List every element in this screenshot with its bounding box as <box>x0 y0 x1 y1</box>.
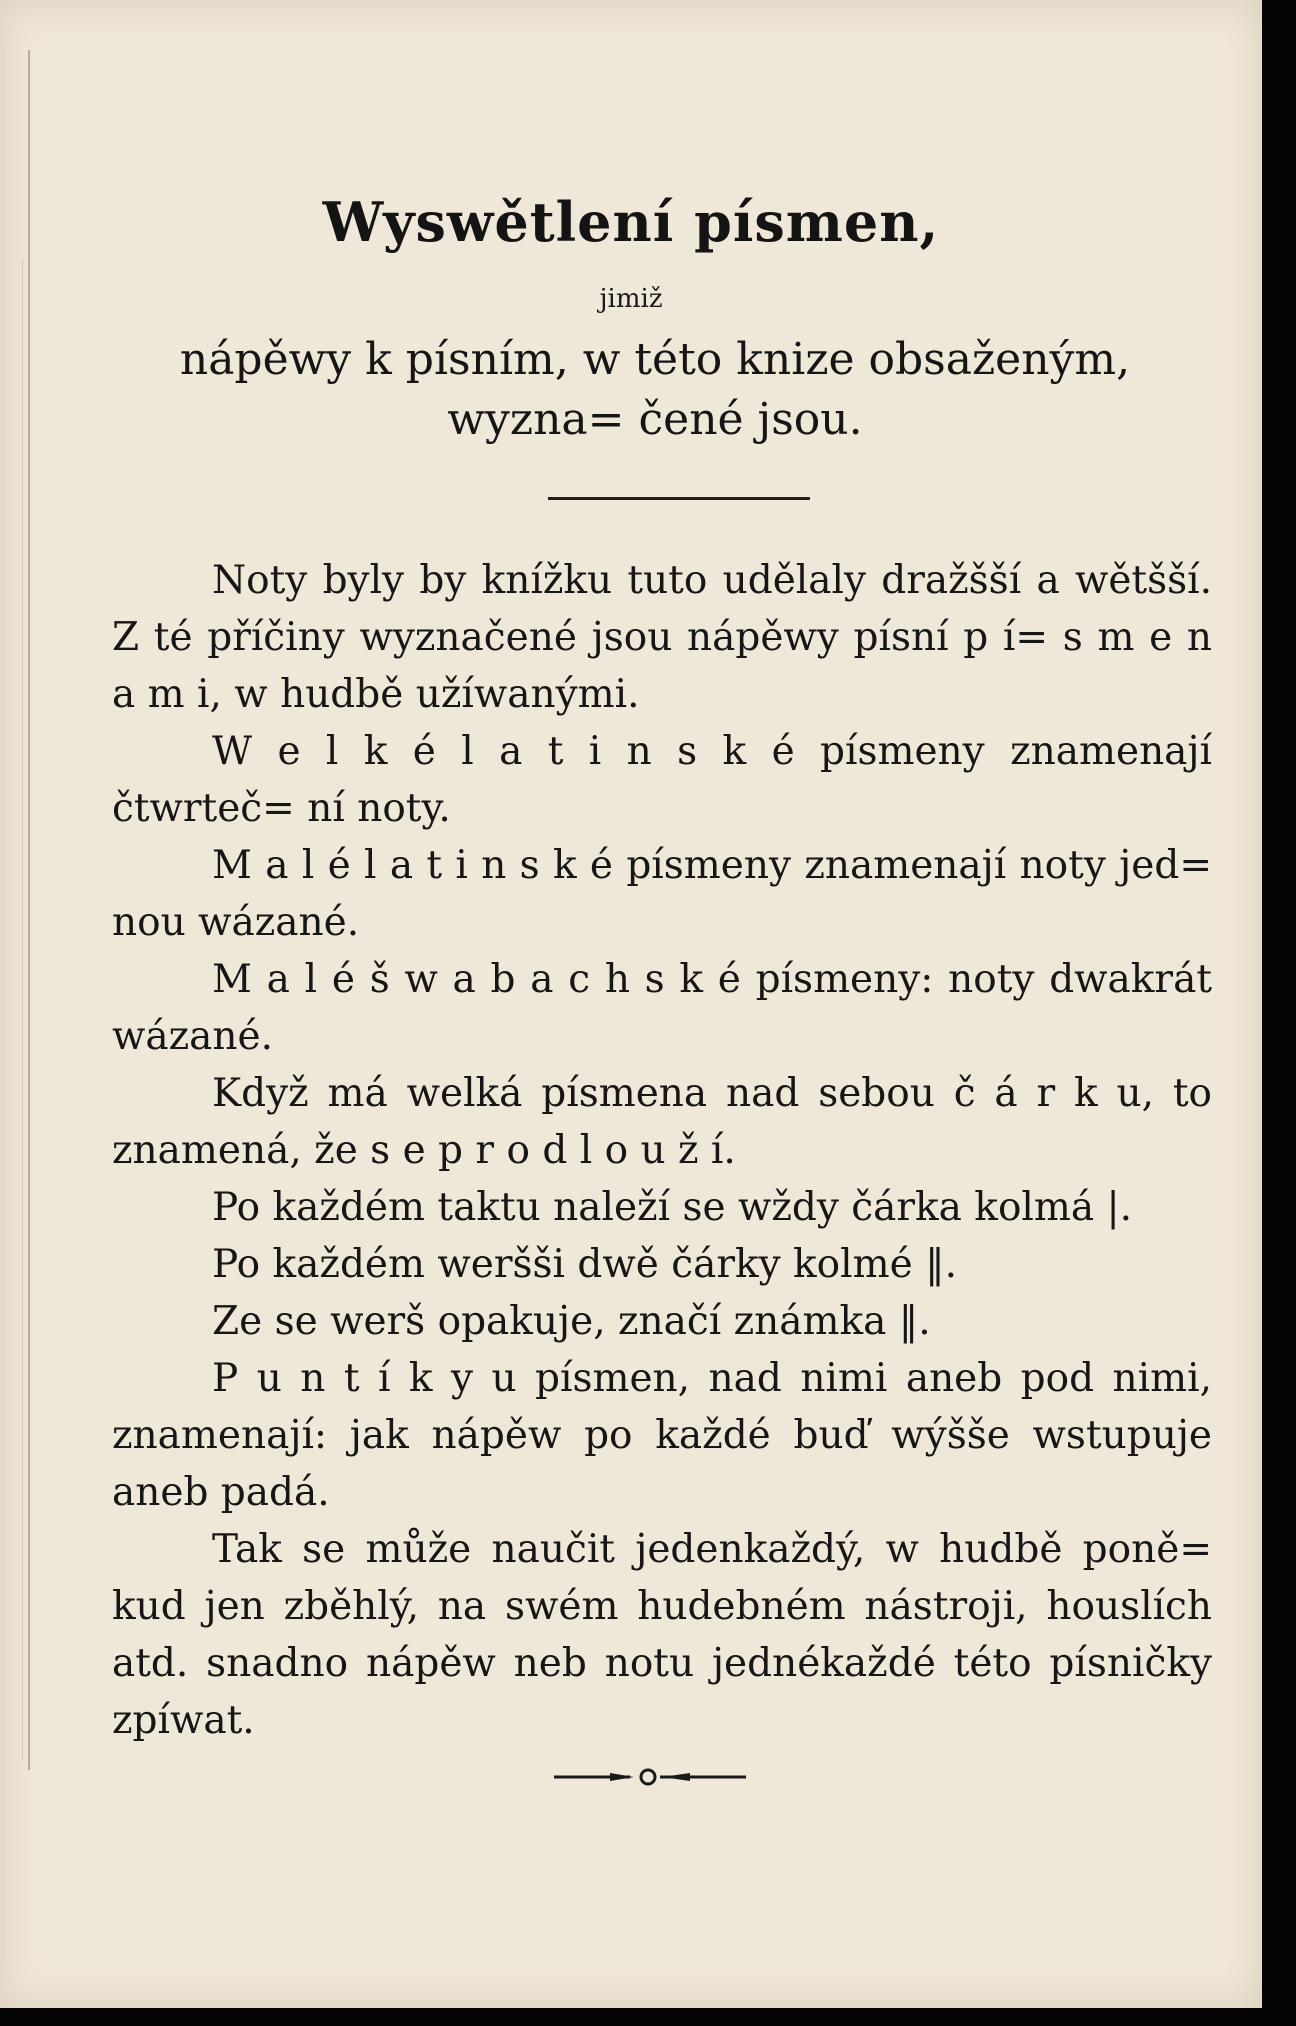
paragraph-8: Ze se werš opakuje, značí známka ‖. <box>212 1299 931 1344</box>
section-divider <box>548 497 810 500</box>
paragraph-5: Když má welká písmena nad sebou č á r k u, to znamená, že s e p r o d l o u ž í. <box>112 1071 1212 1173</box>
page-title: Wyswětlení písmen, <box>322 190 940 254</box>
paragraph-9: P u n t í k y u písmen, nad nimi aneb pod nimi, znamenají: jak nápěw po každé buď wýšše wstupuje aneb padá. <box>112 1356 1212 1515</box>
paragraph-7: Po každém weršši dwě čárky kolmé ‖. <box>212 1242 957 1287</box>
intro-text: nápěwy k písním, w této knize obsaženým, wyzna= čené jsou. <box>179 334 1131 445</box>
paragraph-4: M a l é š w a b a c h s k é písmeny: noty dwakrát wázané. <box>112 957 1212 1059</box>
end-ornament-icon <box>550 1762 750 1792</box>
paragraph-2: W e l k é l a t i n s k é písmeny znamenají čtwrteč= ní noty. <box>112 729 1212 831</box>
paragraph-6: Po každém taktu naleží se wždy čárka kolmá |. <box>212 1185 1133 1230</box>
spine-shadow-inner <box>22 260 23 1760</box>
paragraph-10: Tak se může naučit jedenkaždý, w hudbě poně= kud jen zběhlý, na swém hudebném nástroji, houslích atd. snadno nápěw neb notu jednékaždé této písničky zpíwat. <box>112 1527 1212 1743</box>
page-subtitle: jimiž <box>599 284 663 314</box>
paragraph-3: M a l é l a t i n s k é písmeny znamenají noty jed= nou wázané. <box>112 843 1212 945</box>
paragraph-1: Noty byly by knížku tuto udělaly dražšší a wětšší. Z té příčiny wyznačené jsou nápěwy písní p í= s m e n a m i, w hudbě užíwanými. <box>112 558 1212 717</box>
body-text <box>112 552 1212 1749</box>
